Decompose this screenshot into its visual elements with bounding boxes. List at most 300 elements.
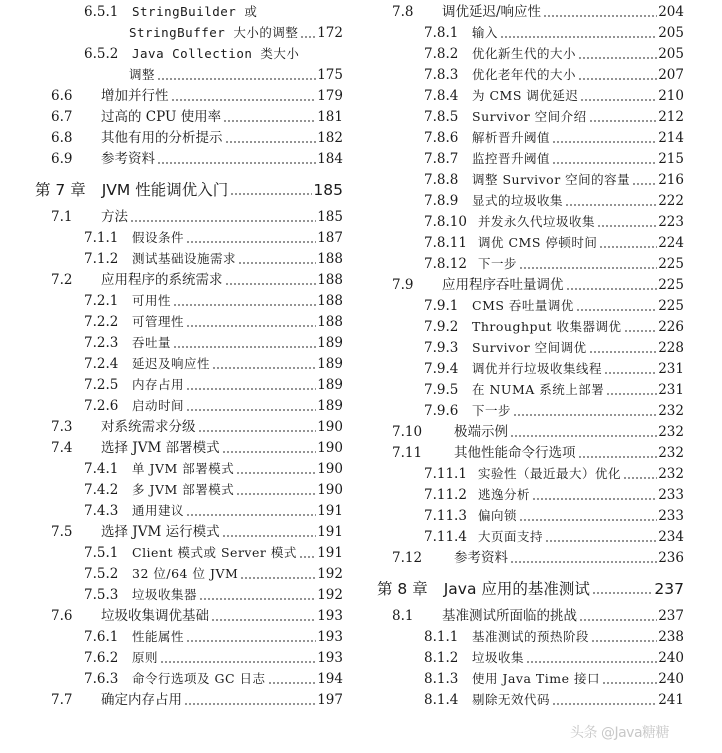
toc-entry-page: 238 <box>658 629 684 645</box>
toc-entry-title: 确定内存占用 <box>101 692 182 708</box>
toc-entry-page: 181 <box>317 109 343 125</box>
toc-entry-title: 调优延迟/响应性 <box>442 4 542 20</box>
toc-entry-title: 偏向锁 <box>478 508 518 523</box>
toc-entry-page: 240 <box>658 650 684 666</box>
toc-entry-number: 7.12 <box>392 550 423 566</box>
watermark: 头条 @Java糖糖 <box>570 725 670 741</box>
dot-leader <box>222 451 317 453</box>
toc-entry[interactable] <box>51 128 343 148</box>
dot-leader <box>198 430 317 432</box>
toc-entry-page: 188 <box>317 272 343 288</box>
toc-entry-number: 7.6.1 <box>84 629 119 645</box>
dot-leader <box>212 367 316 369</box>
toc-entry-number: 6.6 <box>51 88 73 104</box>
toc-entry-page: 204 <box>658 4 684 20</box>
toc-entry-title: 实验性（最近最大）优化 <box>478 466 622 481</box>
toc-entry-number: 8.1.3 <box>424 671 459 687</box>
dot-leader <box>624 330 658 332</box>
toc-entry[interactable] <box>392 275 684 295</box>
toc-entry[interactable] <box>392 422 684 442</box>
dot-leader <box>299 556 316 558</box>
toc-entry-title: 参考资料 <box>101 151 155 167</box>
toc-entry-number: 7.9.5 <box>424 382 459 398</box>
toc-entry[interactable] <box>392 606 684 626</box>
dot-leader <box>186 640 316 642</box>
dot-leader <box>578 456 658 458</box>
dot-leader <box>223 120 316 122</box>
dot-leader <box>591 640 657 642</box>
toc-entry-page: 191 <box>317 503 343 519</box>
toc-entry[interactable] <box>424 86 684 106</box>
toc-entry-title: JVM 性能调优入门 <box>101 181 229 199</box>
toc-entry-title: 32 位/64 位 JVM <box>132 566 239 581</box>
toc-entry[interactable] <box>84 249 343 269</box>
toc-entry-page: 193 <box>317 629 343 645</box>
toc-entry[interactable] <box>51 149 343 169</box>
toc-entry-title: Java 应用的基准测试 <box>443 580 590 598</box>
toc-entry[interactable] <box>84 354 343 374</box>
toc-entry[interactable] <box>84 480 343 500</box>
dot-leader <box>623 477 657 479</box>
dot-leader <box>526 661 657 663</box>
toc-entry-title: 调整 Survivor 空间的容量 <box>472 172 631 187</box>
toc-entry[interactable] <box>392 2 684 22</box>
toc-entry[interactable] <box>424 128 684 148</box>
toc-entry-title: Throughput 收集器调优 <box>472 319 622 334</box>
toc-entry-number: 7.8 <box>392 4 414 20</box>
toc-entry-number: 7.11.2 <box>424 487 467 503</box>
toc-entry[interactable] <box>51 690 343 710</box>
toc-entry[interactable] <box>84 669 343 689</box>
toc-entry-page: 189 <box>317 335 343 351</box>
toc-entry-page: 231 <box>658 382 684 398</box>
toc-entry[interactable] <box>424 380 684 400</box>
toc-entry[interactable] <box>424 669 684 689</box>
toc-entry-title: 假设条件 <box>132 230 185 245</box>
toc-entry[interactable] <box>51 207 343 227</box>
toc-entry-title: Survivor 空间调优 <box>472 340 587 355</box>
toc-entry-title: 基准测试的预热阶段 <box>472 629 590 644</box>
toc-entry-page: 175 <box>317 67 343 83</box>
dot-leader <box>171 99 317 101</box>
toc-entry-page: 205 <box>658 46 684 62</box>
toc-entry-page: 193 <box>317 608 343 624</box>
toc-entry-page: 185 <box>317 209 343 225</box>
toc-entry-title: 通用建议 <box>132 503 185 518</box>
toc-entry-number: 7.2.6 <box>84 398 119 414</box>
toc-entry[interactable] <box>84 44 343 64</box>
toc-entry-number: 7.2.5 <box>84 377 119 393</box>
toc-entry[interactable] <box>424 233 684 253</box>
toc-entry-page: 187 <box>317 230 343 246</box>
dot-leader <box>578 78 657 80</box>
toc-entry-page: 205 <box>658 25 684 41</box>
toc-entry-number: 7.9 <box>392 277 414 293</box>
toc-entry-title: 调优并行垃圾收集线程 <box>472 361 603 376</box>
toc-entry[interactable] <box>424 191 684 211</box>
dot-leader <box>552 141 657 143</box>
toc-entry-title: 下一步 <box>472 403 512 418</box>
dot-leader <box>211 619 316 621</box>
toc-entry-title: 其他性能命令行选项 <box>454 445 576 461</box>
toc-entry[interactable] <box>424 506 684 526</box>
dot-leader <box>186 325 316 327</box>
toc-entry[interactable] <box>84 291 343 311</box>
toc-entry-page: 189 <box>317 356 343 372</box>
toc-entry-title: 调优 CMS 停顿时间 <box>478 235 598 250</box>
toc-entry[interactable] <box>424 527 684 547</box>
toc-chapter-entry[interactable] <box>377 579 684 599</box>
toc-entry[interactable] <box>51 270 343 290</box>
toc-entry-number: 7.4.3 <box>84 503 119 519</box>
toc-entry[interactable] <box>51 86 343 106</box>
toc-entry[interactable] <box>424 464 684 484</box>
toc-entry[interactable] <box>51 438 343 458</box>
toc-entry-page: 236 <box>658 550 684 566</box>
toc-entry-title: 垃圾收集器 <box>132 587 198 602</box>
toc-entry-page: 225 <box>658 256 684 272</box>
toc-entry-number: 7.5.1 <box>84 545 119 561</box>
toc-entry-title: 极端示例 <box>454 424 508 440</box>
toc-entry[interactable] <box>424 359 684 379</box>
toc-entry[interactable] <box>51 107 343 127</box>
toc-entry-page: 179 <box>317 88 343 104</box>
toc-entry-page: 190 <box>317 419 343 435</box>
toc-entry-page: 225 <box>658 298 684 314</box>
dot-leader <box>199 598 316 600</box>
toc-entry-number: 第 8 章 <box>377 580 428 598</box>
dot-leader <box>632 183 657 185</box>
toc-entry-page: 241 <box>658 692 684 708</box>
toc-entry-page: 210 <box>658 88 684 104</box>
toc-entry-number: 7.1.2 <box>84 251 119 267</box>
toc-entry-title: 并发永久代垃圾收集 <box>478 214 596 229</box>
toc-entry-number: 7.10 <box>392 424 423 440</box>
toc-entry[interactable] <box>84 627 343 647</box>
toc-entry-page: 194 <box>317 671 343 687</box>
toc-entry-page: 216 <box>658 172 684 188</box>
toc-entry-title: 增加并行性 <box>101 88 169 104</box>
toc-entry-number: 7.6.3 <box>84 671 119 687</box>
toc-entry-number: 7.2.4 <box>84 356 119 372</box>
toc-entry-number: 7.5 <box>51 524 73 540</box>
dot-leader <box>597 225 657 227</box>
toc-entry-page: 188 <box>317 293 343 309</box>
toc-entry-title: 解析晋升阈值 <box>472 130 551 145</box>
toc-entry-title: 其他有用的分析提示 <box>101 130 223 146</box>
toc-entry-number: 7.2.3 <box>84 335 119 351</box>
toc-entry-title: 应用程序吞吐量调优 <box>442 277 564 293</box>
toc-entry[interactable] <box>51 606 343 626</box>
toc-entry-title: Survivor 空间介绍 <box>472 109 587 124</box>
toc-entry-title: 延迟及响应性 <box>132 356 211 371</box>
toc-entry-title: 垃圾收集 <box>472 650 525 665</box>
toc-entry-title: 方法 <box>101 209 128 225</box>
toc-entry[interactable] <box>424 317 684 337</box>
toc-entry-number: 7.8.11 <box>424 235 467 251</box>
dot-leader <box>602 682 657 684</box>
toc-entry-title: 单 JVM 部署模式 <box>132 461 235 476</box>
toc-entry[interactable] <box>424 338 684 358</box>
dot-leader <box>592 592 654 594</box>
dot-leader <box>157 78 316 80</box>
toc-entry-page: 224 <box>658 235 684 251</box>
toc-entry-number: 第 7 章 <box>35 181 86 199</box>
dot-leader <box>240 577 316 579</box>
dot-leader <box>173 346 316 348</box>
toc-entry-number: 7.6 <box>51 608 73 624</box>
toc-entry-page: 190 <box>317 440 343 456</box>
toc-entry[interactable] <box>51 522 343 542</box>
toc-entry-number: 7.8.7 <box>424 151 459 167</box>
dot-leader <box>552 162 657 164</box>
toc-entry-page: 237 <box>658 608 684 624</box>
toc-entry[interactable] <box>84 375 343 395</box>
toc-entry[interactable] <box>424 44 684 64</box>
toc-entry-page: 214 <box>658 130 684 146</box>
toc-entry-number: 7.9.6 <box>424 403 459 419</box>
toc-entry-title: StringBuilder 或 <box>132 4 258 19</box>
dot-leader <box>599 246 657 248</box>
dot-leader <box>543 15 657 17</box>
toc-entry-title: 对系统需求分级 <box>101 419 196 435</box>
toc-entry[interactable] <box>424 212 684 232</box>
dot-leader <box>579 619 657 621</box>
toc-entry[interactable] <box>84 585 343 605</box>
toc-entry-page: 184 <box>317 151 343 167</box>
toc-entry-title: 使用 Java Time 接口 <box>472 671 600 686</box>
toc-entry-number: 7.1 <box>51 209 73 225</box>
toc-entry-number: 7.8.12 <box>424 256 467 272</box>
dot-leader <box>580 99 657 101</box>
toc-entry[interactable] <box>84 459 343 479</box>
toc-entry-number: 7.11.3 <box>424 508 467 524</box>
toc-entry-title: 原则 <box>132 650 159 665</box>
dot-leader <box>513 414 657 416</box>
toc-entry-page: 188 <box>317 314 343 330</box>
dot-leader <box>519 519 657 521</box>
toc-entry[interactable] <box>424 23 684 43</box>
toc-entry-page: 192 <box>317 566 343 582</box>
toc-entry-title: 吞吐量 <box>132 335 172 350</box>
dot-leader <box>186 514 316 516</box>
toc-entry-page: 231 <box>658 361 684 377</box>
toc-entry-page: 212 <box>658 109 684 125</box>
toc-entry[interactable] <box>84 228 343 248</box>
toc-entry-number: 8.1.1 <box>424 629 459 645</box>
toc-entry-page: 232 <box>658 424 684 440</box>
toc-entry-number: 7.4.2 <box>84 482 119 498</box>
toc-entry[interactable] <box>51 417 343 437</box>
dot-leader <box>225 283 317 285</box>
toc-entry-number: 7.11 <box>392 445 423 461</box>
toc-entry-page: 215 <box>658 151 684 167</box>
toc-chapter-entry[interactable] <box>35 180 343 200</box>
toc-entry[interactable] <box>424 65 684 85</box>
toc-entry-number: 7.2.1 <box>84 293 119 309</box>
toc-entry[interactable] <box>84 2 343 22</box>
toc-entry-title: 输入 <box>472 25 499 40</box>
toc-entry-title: 优化老年代的大小 <box>472 67 577 82</box>
toc-entry-title: 选择 JVM 部署模式 <box>101 440 220 456</box>
toc-entry[interactable] <box>424 627 684 647</box>
dot-leader <box>300 36 316 38</box>
toc-entry-number: 7.6.2 <box>84 650 119 666</box>
toc-entry-number: 7.2 <box>51 272 73 288</box>
dot-leader <box>186 409 316 411</box>
dot-leader <box>545 540 657 542</box>
toc-entry-title: 剔除无效代码 <box>472 692 551 707</box>
toc-entry[interactable] <box>129 23 343 43</box>
toc-entry-number: 7.4 <box>51 440 73 456</box>
toc-entry-number: 7.8.3 <box>424 67 459 83</box>
toc-entry[interactable] <box>84 648 343 668</box>
toc-entry-page: 234 <box>658 529 684 545</box>
dot-leader <box>565 204 657 206</box>
toc-entry-title: 为 CMS 调优延迟 <box>472 88 579 103</box>
toc-entry-title: 调整 <box>129 67 156 82</box>
toc-entry[interactable] <box>129 65 343 85</box>
toc-entry-page: 237 <box>654 580 684 598</box>
toc-entry-title: 基准测试所面临的挑战 <box>442 608 577 624</box>
toc-entry[interactable] <box>84 564 343 584</box>
toc-entry[interactable] <box>424 254 684 274</box>
toc-entry-page: 190 <box>317 482 343 498</box>
toc-entry-title: 过高的 CPU 使用率 <box>101 109 222 125</box>
toc-entry-page: 233 <box>658 487 684 503</box>
dot-leader <box>230 193 312 195</box>
toc-entry-page: 197 <box>317 692 343 708</box>
toc-entry-number: 7.1.1 <box>84 230 119 246</box>
toc-entry-title: 下一步 <box>478 256 518 271</box>
toc-entry-page: 185 <box>313 181 343 199</box>
toc-entry-title: 性能属性 <box>132 629 185 644</box>
toc-entry-title: 应用程序的系统需求 <box>101 272 223 288</box>
toc-entry-title: 在 NUMA 系统上部署 <box>472 382 605 397</box>
dot-leader <box>589 120 658 122</box>
toc-entry[interactable] <box>84 396 343 416</box>
dot-leader <box>606 393 657 395</box>
toc-entry[interactable] <box>84 333 343 353</box>
toc-entry-page: 240 <box>658 671 684 687</box>
toc-entry-title: Client 模式或 Server 模式 <box>132 545 297 560</box>
dot-leader <box>552 703 657 705</box>
toc-entry-page: 172 <box>317 25 343 41</box>
dot-leader <box>589 351 658 353</box>
toc-entry-number: 6.7 <box>51 109 73 125</box>
toc-entry[interactable] <box>84 543 343 563</box>
toc-entry-title: CMS 吞吐量调优 <box>472 298 574 313</box>
toc-entry-title: 多 JVM 部署模式 <box>132 482 235 497</box>
toc-entry-page: 232 <box>658 466 684 482</box>
toc-entry[interactable] <box>84 501 343 521</box>
toc-entry-number: 7.11.1 <box>424 466 467 482</box>
dot-leader <box>519 267 657 269</box>
toc-entry-number: 7.11.4 <box>424 529 467 545</box>
toc-entry-number: 6.5.1 <box>84 4 119 20</box>
toc-entry-number: 7.3 <box>51 419 73 435</box>
toc-entry-page: 232 <box>658 403 684 419</box>
dot-leader <box>186 241 316 243</box>
toc-entry-title: Java Collection 类大小 <box>132 46 300 61</box>
toc-entry-page: 189 <box>317 398 343 414</box>
dot-leader <box>510 561 657 563</box>
toc-entry-title: 监控晋升阈值 <box>472 151 551 166</box>
toc-entry-number: 7.8.2 <box>424 46 459 62</box>
toc-entry-number: 6.9 <box>51 151 73 167</box>
toc-entry-page: 188 <box>317 251 343 267</box>
toc-entry-page: 182 <box>317 130 343 146</box>
toc-entry-number: 7.9.3 <box>424 340 459 356</box>
dot-leader <box>157 162 316 164</box>
toc-entry-page: 189 <box>317 377 343 393</box>
toc-entry-number: 7.8.4 <box>424 88 459 104</box>
toc-entry[interactable] <box>424 485 684 505</box>
toc-entry-number: 7.8.9 <box>424 193 459 209</box>
toc-entry-page: 232 <box>658 445 684 461</box>
toc-entry-number: 7.8.5 <box>424 109 459 125</box>
toc-entry[interactable] <box>392 548 684 568</box>
toc-entry-title: 垃圾收集调优基础 <box>101 608 209 624</box>
toc-entry[interactable] <box>424 170 684 190</box>
dot-leader <box>236 493 316 495</box>
dot-leader <box>578 57 657 59</box>
toc-entry-title: 内存占用 <box>132 377 185 392</box>
toc-entry[interactable] <box>424 296 684 316</box>
toc-entry[interactable] <box>424 690 684 710</box>
toc-entry-title: 启动时间 <box>132 398 185 413</box>
toc-entry-title: 参考资料 <box>454 550 508 566</box>
toc-entry-page: 192 <box>317 587 343 603</box>
dot-leader <box>225 141 317 143</box>
toc-entry-page: 222 <box>658 193 684 209</box>
dot-leader <box>532 498 657 500</box>
toc-entry-number: 7.8.1 <box>424 25 459 41</box>
toc-entry-page: 225 <box>658 277 684 293</box>
dot-leader <box>160 661 316 663</box>
toc-entry-number: 7.8.10 <box>424 214 467 230</box>
toc-entry-number: 7.8.6 <box>424 130 459 146</box>
toc-entry[interactable] <box>392 443 684 463</box>
dot-leader <box>184 703 316 705</box>
toc-entry-title: 大页面支持 <box>478 529 544 544</box>
toc-entry-number: 6.8 <box>51 130 73 146</box>
toc-entry-number: 7.5.2 <box>84 566 119 582</box>
toc-entry-title: StringBuffer 大小的调整 <box>129 25 299 40</box>
toc-entry-number: 7.9.4 <box>424 361 459 377</box>
toc-entry-number: 8.1 <box>392 608 414 624</box>
toc-entry-page: 191 <box>317 545 343 561</box>
toc-entry[interactable] <box>424 401 684 421</box>
toc-entry-page: 193 <box>317 650 343 666</box>
toc-entry[interactable] <box>424 149 684 169</box>
toc-entry-title: 显式的垃圾收集 <box>472 193 564 208</box>
toc-entry[interactable] <box>84 312 343 332</box>
toc-entry[interactable] <box>424 648 684 668</box>
toc-entry-number: 7.7 <box>51 692 73 708</box>
toc-entry-number: 7.2.2 <box>84 314 119 330</box>
dot-leader <box>173 304 316 306</box>
toc-entry[interactable] <box>424 107 684 127</box>
toc-entry-page: 207 <box>658 67 684 83</box>
toc-entry-page: 228 <box>658 340 684 356</box>
dot-leader <box>238 262 316 264</box>
toc-entry-number: 8.1.2 <box>424 650 459 666</box>
toc-entry-number: 6.5.2 <box>84 46 119 62</box>
dot-leader <box>510 435 657 437</box>
toc-entry-page: 223 <box>658 214 684 230</box>
toc-entry-number: 7.5.3 <box>84 587 119 603</box>
